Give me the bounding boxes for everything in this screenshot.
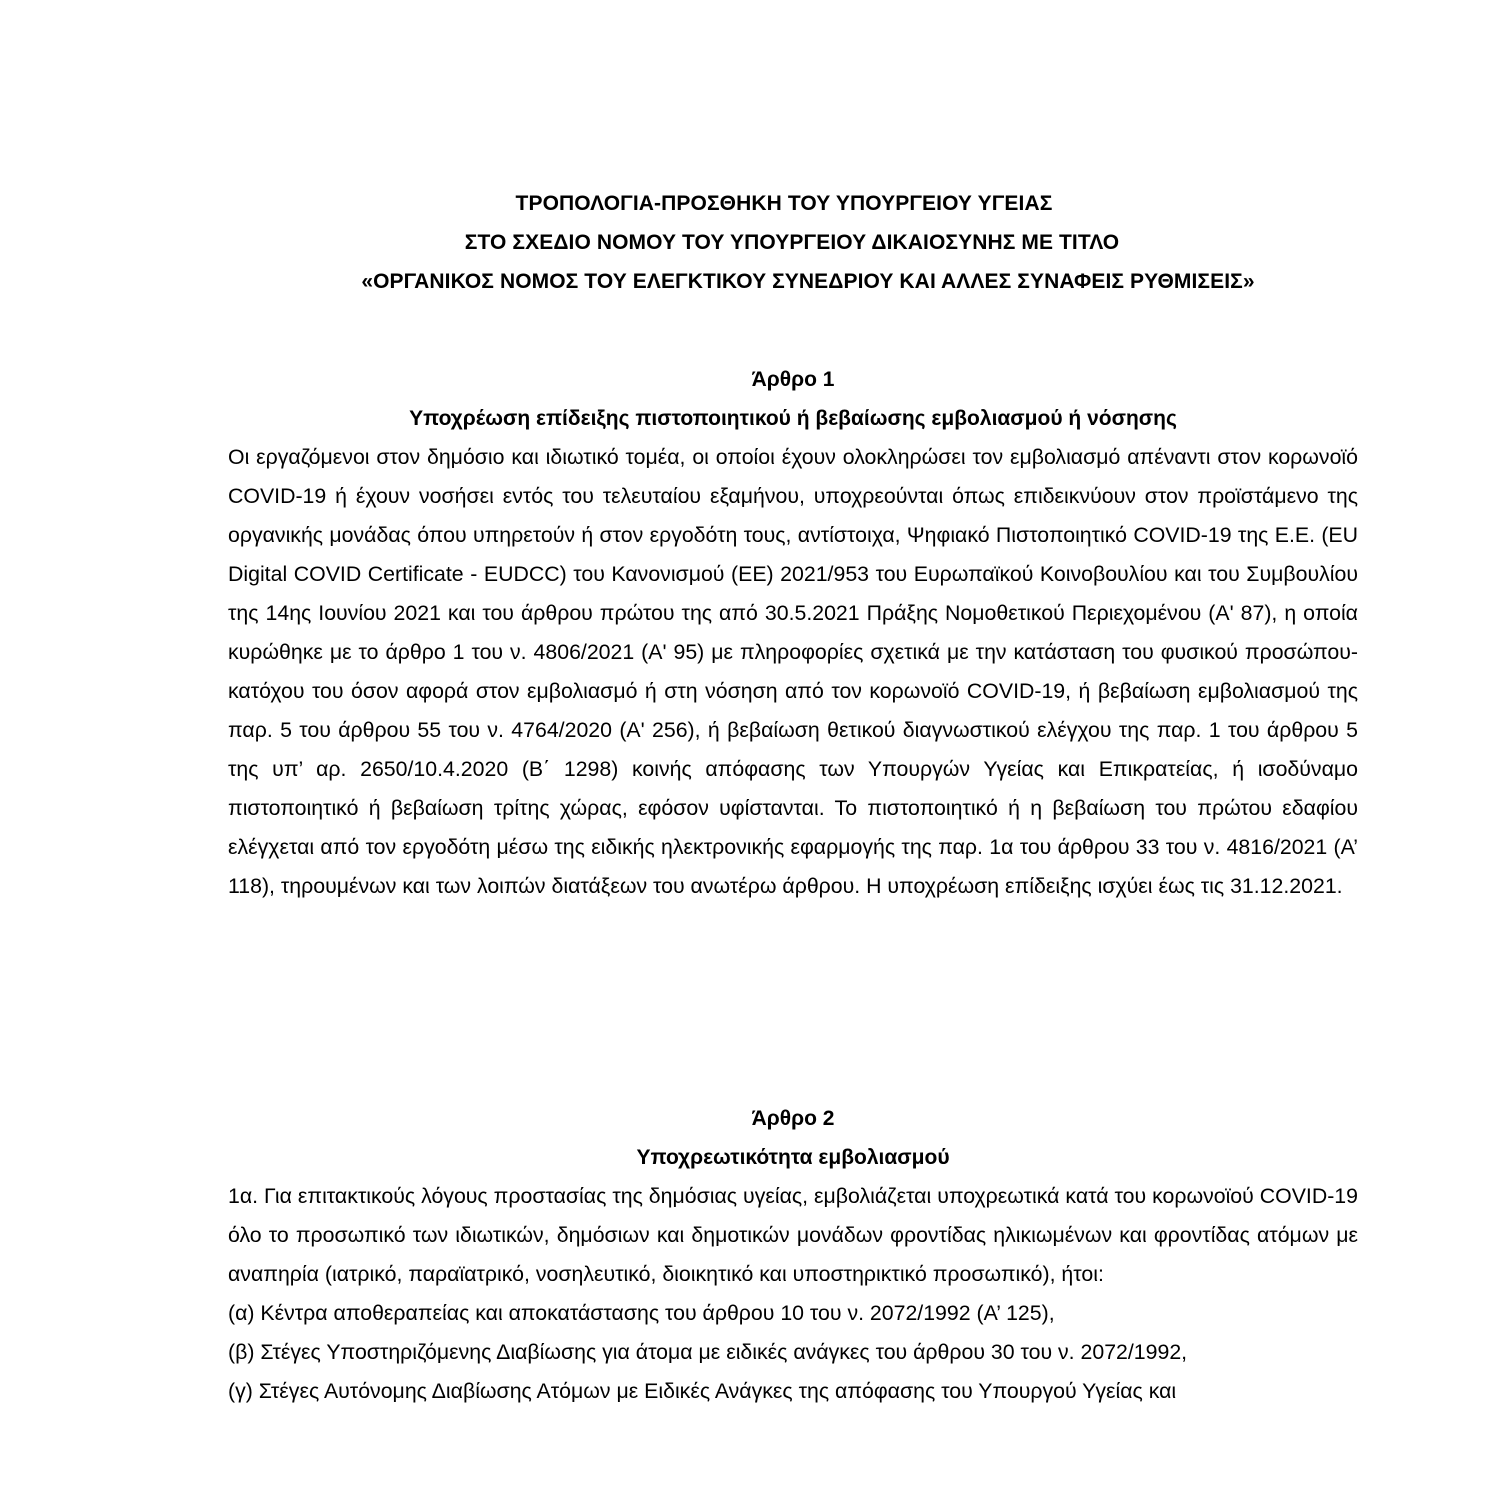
article-2-item-c: (γ) Στέγες Αυτόνομης Διαβίωσης Ατόμων με Ειδικές Ανάγκες της απόφασης του Υπουργού Υγείας και xyxy=(228,1379,1177,1403)
article-2-title: Υποχρεωτικότητα εμβολιασμού xyxy=(636,1146,950,1169)
article-1-body: Οι εργαζόμενοι στον δημόσιο και ιδιωτικό τομέα, οι οποίοι έχουν ολοκληρώσει τον εμβολιασμό απέναντι στον κορωνοϊό COVID-19 ή έχουν νοσήσει εντός του τελευταίου εξαμήνου, υποχρεούνται όπως επιδεικνύουν στον προϊστάμενο της οργανικής μονάδας όπου υπηρετούν ή στον εργοδότη τους, αντίστοιχα, Ψηφιακό Πιστοποιητικό COVID-19 της Ε.Ε. (EU Digital COVID Certificate - EUDCC) του Κανονισμού (ΕΕ) 2021/953 του Ευρωπαϊκού Κοινοβουλίου και του Συμβουλίου της 14ης Ιουνίου 2021 και του άρθρου πρώτου της από 30.5.2021 Πράξης Νομοθετικού Περιεχομένου (Α' 87), η οποία κυρώθηκε με το άρθρο 1 του ν. 4806/2021 (Α' 95) με πληροφορίες σχετικά με την κατάσταση του φυσικού προσώπου-κατόχου του όσον αφορά στον εμβολιασμό ή στη νόσηση από τον κορωνοϊό COVID-19, ή βεβαίωση εμβολιασμού της παρ. 5 του άρθρου 55 του ν. 4764/2020 (Α' 256), ή βεβαίωση θετικού διαγνωστικού ελέγχου της παρ. 1 του άρθρου 5 της υπ’ αρ. 2650/10.4.2020 (Β΄ 1298) κοινής απόφασης των Υπουργών Υγείας και Επικρατείας, ή ισοδύναμο πιστοποιητικό ή βεβαίωση τρίτης χώρας, εφόσον υφίστανται. Το πιστοποιητικό ή η βεβαίωση του πρώτου εδαφίου ελέγχεται από τον εργοδότη μέσω της ειδικής ηλεκτρονικής εφαρμογής της παρ. 1α του άρθρου 33 του ν. 4816/2021 (Α’ 118), τηρουμένων και των λοιπών διατάξεων του ανωτέρω άρθρου. Η υποχρέωση επίδειξης ισχύει έως τις 31.12.2021. xyxy=(228,445,1358,898)
heading-line-2: ΣΤΟ ΣΧΕΔΙΟ ΝΟΜΟΥ ΤΟΥ ΥΠΟΥΡΓΕΙΟΥ ΔΙΚΑΙΟΣΥΝΗΣ ΜΕ ΤΙΤΛΟ xyxy=(464,231,1120,254)
article-2-item-b: (β) Στέγες Υποστηριζόμενης Διαβίωσης για άτομα με ειδικές ανάγκες του άρθρου 30 του ν. 2072/1992, xyxy=(228,1340,1188,1364)
article-2-number: Άρθρο 2 xyxy=(751,1107,835,1130)
article-2-item-a: (α) Κέντρα αποθεραπείας και αποκατάστασης του άρθρου 10 του ν. 2072/1992 (Α’ 125), xyxy=(228,1301,1055,1325)
article-2-intro: 1α. Για επιτακτικούς λόγους προστασίας της δημόσιας υγείας, εμβολιάζεται υποχρεωτικά κατά του κορωνοϊού COVID-19 όλο το προσωπικό των ιδιωτικών, δημόσιων και δημοτικών μονάδων φροντίδας ηλικιωμένων και φροντίδας ατόμων με αναπηρία (ιατρικό, παραϊατρικό, νοσηλευτικό, διοικητικό και υποστηρικτικό προσωπικό), ήτοι: xyxy=(228,1184,1358,1286)
heading-line-1: ΤΡΟΠΟΛΟΓΙΑ-ΠΡΟΣΘΗΚΗ ΤΟΥ ΥΠΟΥΡΓΕΙΟΥ ΥΓΕΙΑΣ xyxy=(515,192,1053,215)
heading-line-3: «ΟΡΓΑΝΙΚΟΣ ΝΟΜΟΣ ΤΟΥ ΕΛΕΓΚΤΙΚΟΥ ΣΥΝΕΔΡΙΟΥ ΚΑΙ ΑΛΛΕΣ ΣΥΝΑΦΕΙΣ ΡΥΘΜΙΣΕΙΣ» xyxy=(361,270,1255,293)
document-heading xyxy=(0,184,1500,301)
article-1 xyxy=(228,360,1358,906)
article-1-title: Υποχρέωση επίδειξης πιστοποιητικού ή βεβαίωσης εμβολιασμού ή νόσησης xyxy=(409,407,1177,430)
article-2 xyxy=(228,1099,1358,1411)
article-1-number: Άρθρο 1 xyxy=(751,368,835,391)
